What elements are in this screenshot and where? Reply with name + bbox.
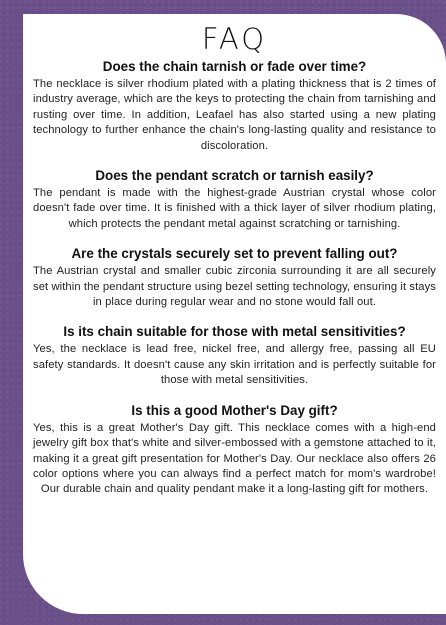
faq-item bbox=[33, 402, 436, 498]
faq-question: Is its chain suitable for those with metal sensitivities? bbox=[63, 324, 406, 340]
faq-item bbox=[33, 245, 436, 310]
faq-answer: Yes, the necklace is lead free, nickel free, and allergy free, passing all EU safety standards. It doesn't cause any skin irritation and is perfectly suitable for those with metal sensitivities. bbox=[33, 343, 436, 387]
faq-question: Does the chain tarnish or fade over time? bbox=[102, 59, 367, 74]
faq-question: Is this a good Mother's Day gift? bbox=[131, 402, 338, 418]
faq-answer: The necklace is silver rhodium plated with a plating thickness that is 2 times of industry average, which are the keys to protecting the chain from tarnishing and rusting over time. In addition, Leafael has also started using a new plating technology to further enhance the chain's long-lasting quality and resistance to discoloration. bbox=[33, 78, 436, 152]
page-title: FAQ bbox=[201, 22, 268, 56]
faq-item bbox=[33, 323, 436, 388]
faq-item bbox=[33, 167, 436, 232]
faq-item bbox=[33, 58, 436, 154]
faq-question: Are the crystals securely set to prevent falling out? bbox=[71, 246, 398, 262]
faq-card bbox=[23, 14, 446, 614]
faq-answer: The Austrian crystal and smaller cubic zirconia surrounding it are all securely set within the pendant structure using bezel setting technology, ensuring it stays in place during regular wear and no stone would fall out. bbox=[33, 265, 436, 309]
faq-answer: The pendant is made with the highest-grade Austrian crystal whose color doesn't fade over time. It is finished with a thick layer of silver rhodium plating, which protects the pendant metal against scratching or tarnishing. bbox=[33, 187, 436, 230]
faq-answer: Yes, this is a great Mother's Day gift. This necklace comes with a high-end jewelry gift box that's white and silver-embossed with a gemstone attached to it, making it a great gift presentation for Mother's Day. Our necklace also offers 26 color options where you can always find a perfect match for mom's wardrobe! Our durable chain and quality pendant make it a long-lasting gift for mothers. bbox=[33, 421, 436, 496]
faq-question: Does the pendant scratch or tarnish easily? bbox=[95, 168, 374, 184]
